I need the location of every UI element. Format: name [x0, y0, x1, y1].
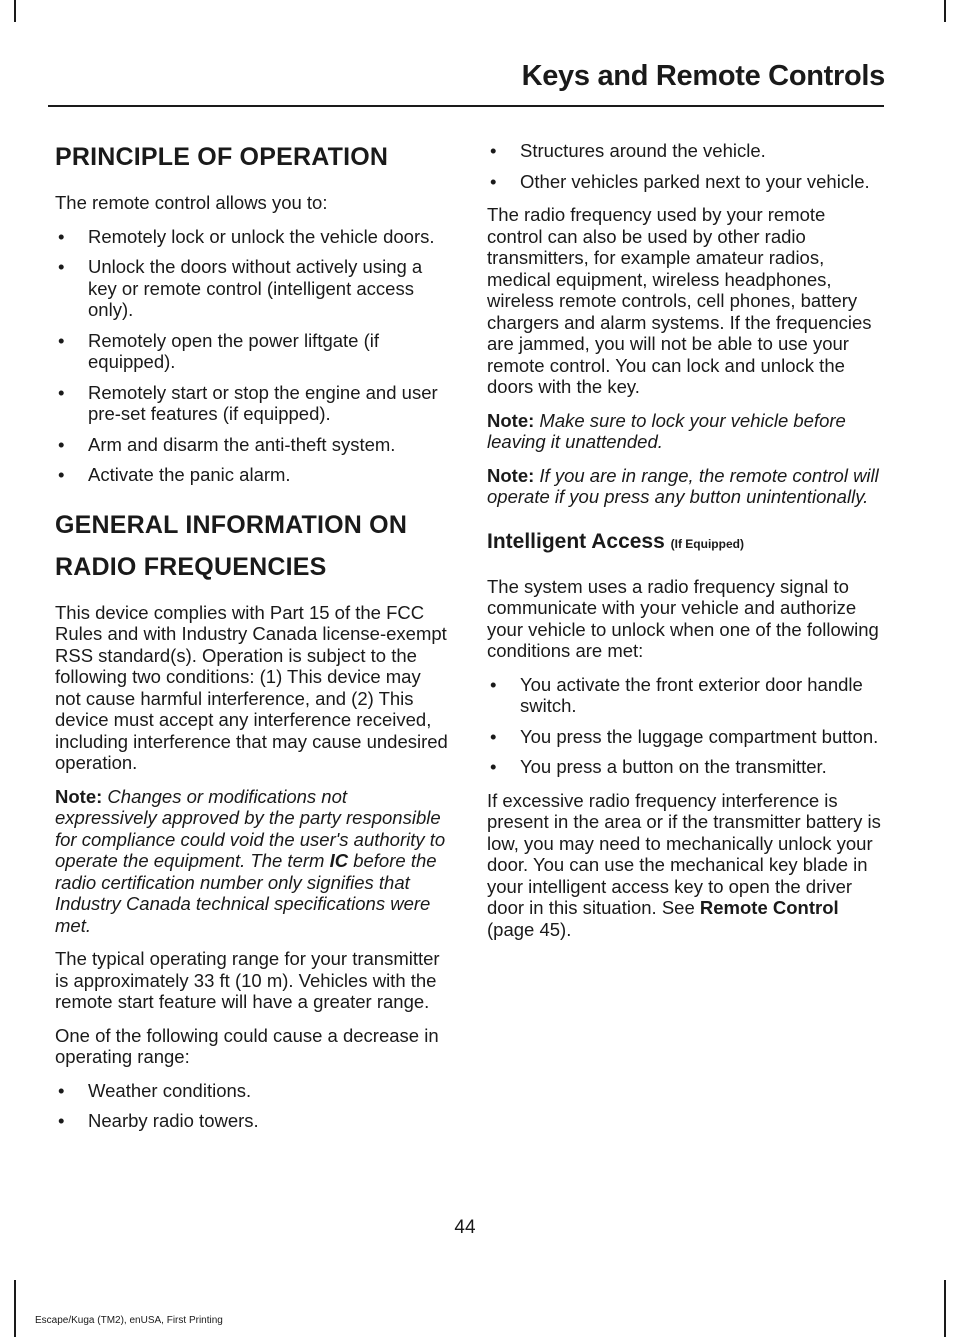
note-ic-term: IC — [329, 850, 349, 871]
remote-capabilities-list — [55, 226, 450, 486]
crop-mark — [14, 0, 16, 22]
note-paragraph — [487, 410, 882, 453]
list-item: • Activate the panic alarm. — [55, 464, 450, 486]
page-header-title: Keys and Remote Controls — [521, 60, 885, 92]
note-text: before the radio certification number only signifies that Industry Canada technical specifications were met. — [55, 850, 437, 936]
note-paragraph — [55, 786, 450, 937]
crop-mark — [944, 0, 946, 22]
page-number: 44 — [454, 1217, 476, 1238]
intro-paragraph: The remote control allows you to: — [55, 192, 328, 213]
list-item: • You press a button on the transmitter. — [487, 756, 882, 778]
list-item: • Unlock the doors without actively using a key or remote control (intelligent access only). — [55, 256, 450, 321]
crop-mark — [944, 1280, 946, 1337]
conditions-list — [487, 674, 882, 778]
note-label: Note: — [487, 464, 535, 486]
note-text: If you are in range, the remote control will operate if you press any button unintentionally. — [487, 464, 879, 507]
section-heading-radio — [55, 508, 450, 584]
right-column — [487, 140, 882, 952]
header-divider — [48, 105, 884, 107]
crop-mark — [14, 1280, 16, 1337]
note-paragraph — [487, 465, 882, 508]
list-item: • Weather conditions. — [55, 1080, 450, 1102]
list-item: • You press the luggage compartment button. — [487, 726, 882, 748]
heading-line: RADIO FREQUENCIES — [55, 552, 327, 581]
interference-paragraph — [487, 790, 882, 941]
section-heading-principle: PRINCIPLE OF OPERATION — [55, 143, 389, 171]
cross-reference-link[interactable]: Remote Control — [699, 897, 839, 918]
list-item: • Remotely lock or unlock the vehicle doors. — [55, 226, 450, 248]
heading-line: GENERAL INFORMATION ON — [55, 510, 408, 539]
list-item: • Arm and disarm the anti-theft system. — [55, 434, 450, 456]
range-factors-list-continued — [487, 140, 882, 192]
paragraph-text: If excessive radio frequency interference is present in the area or if the transmitter battery is low, you may need to mechanically unlock your door. You can use the mechanical key blade in your intelligent access key to open the driver door in this situation. See — [487, 789, 881, 918]
note-text: Changes or modifications not expressively approved by the party responsible for compliance could void the user's authority to operate the equipment. The term — [55, 785, 446, 871]
range-factors-list — [55, 1080, 450, 1132]
heading-text: Intelligent Access — [487, 529, 665, 553]
note-label: Note: — [55, 785, 103, 807]
fcc-paragraph: This device complies with Part 15 of the FCC Rules and with Industry Canada license-exempt RSS standard(s). Operation is subject to the following two conditions: (1) This device may not cause harmful interference, and (2) This device must accept any interference received, including interference that may cause undesired operation. — [55, 601, 448, 773]
list-item: • Structures around the vehicle. — [487, 140, 882, 162]
frequency-paragraph: The radio frequency used by your remote control can also be used by other radio transmitters, for example amateur radios, medical equipment, wireless headphones, wireless remote controls, cell phones, battery chargers and alarm systems. If the frequencies are jammed, you will not be able to use your remote control. You can lock and unlock the doors with the key. — [487, 204, 872, 397]
system-paragraph: The system uses a radio frequency signal to communicate with your vehicle and authorize your vehicle to unlock when one of the following conditions are met: — [487, 575, 879, 661]
heading-suffix: (If Equipped) — [670, 536, 744, 551]
list-item: • Other vehicles parked next to your vehicle. — [487, 171, 882, 193]
left-column — [55, 140, 450, 1144]
subsection-heading-intelligent-access — [487, 528, 882, 558]
list-item: • Remotely open the power liftgate (if equipped). — [55, 330, 450, 373]
list-item: • Remotely start or stop the engine and user pre-set features (if equipped). — [55, 382, 450, 425]
paragraph-text: (page 45). — [487, 918, 572, 940]
range-paragraph: The typical operating range for your transmitter is approximately 33 ft (10 m). Vehicles with the remote start feature will have a greater range. — [55, 948, 440, 1012]
note-text: Make sure to lock your vehicle before leaving it unattended. — [487, 409, 846, 452]
note-label: Note: — [487, 409, 535, 431]
decrease-paragraph: One of the following could cause a decrease in operating range: — [55, 1024, 439, 1067]
print-footer: Escape/Kuga (TM2), enUSA, First Printing — [35, 1315, 223, 1326]
list-item: • Nearby radio towers. — [55, 1110, 450, 1132]
list-item: • You activate the front exterior door handle switch. — [487, 674, 882, 717]
